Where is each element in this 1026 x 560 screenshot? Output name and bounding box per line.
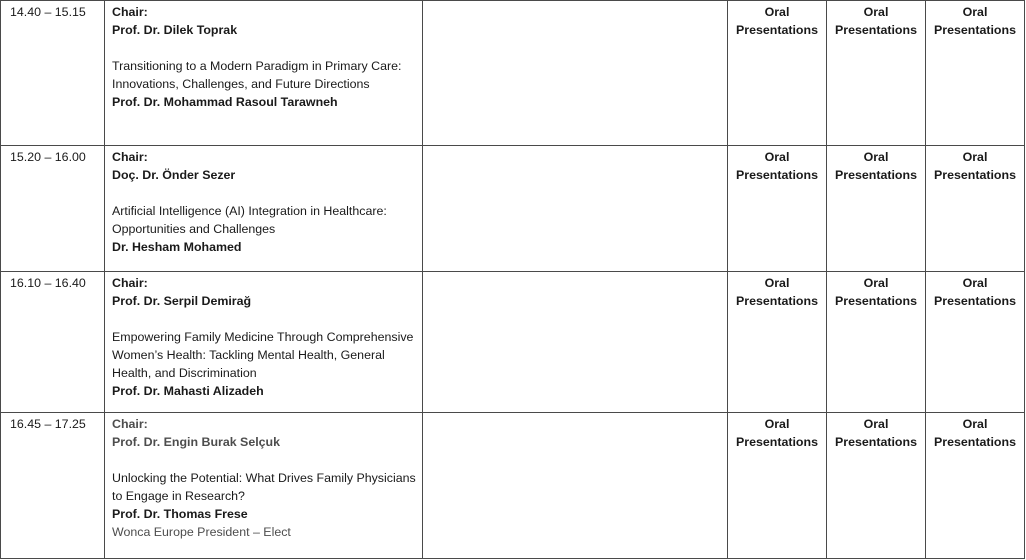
program-cell (105, 146, 423, 272)
oral-label: Oral Presentations (835, 276, 917, 308)
oral-label: Oral Presentations (736, 5, 818, 37)
program-cell (105, 272, 423, 413)
session-time: 15.20 – 16.00 (10, 150, 86, 164)
time-cell (1, 146, 105, 272)
speaker-name: Dr. Hesham Mohamed (112, 240, 242, 254)
speaker-role: Wonca Europe President – Elect (112, 525, 291, 539)
spacer (112, 310, 416, 328)
chair-label: Chair: (112, 5, 148, 19)
oral-label: Oral Presentations (835, 150, 917, 182)
speaker-name: Prof. Dr. Thomas Frese (112, 507, 248, 521)
talk-title: Transitioning to a Modern Paradigm in Primary Care: Innovations, Challenges, and Future Directions (112, 59, 402, 91)
oral-presentations-cell (827, 146, 926, 272)
spacer (112, 39, 416, 57)
speaker-name: Prof. Dr. Mahasti Alizadeh (112, 384, 264, 398)
oral-label: Oral Presentations (736, 276, 818, 308)
chair-label: Chair: (112, 150, 148, 164)
oral-presentations-cell (926, 413, 1025, 559)
oral-presentations-cell (827, 272, 926, 413)
oral-label: Oral Presentations (934, 417, 1016, 449)
oral-presentations-cell (728, 272, 827, 413)
chair-label: Chair: (112, 276, 148, 290)
oral-label: Oral Presentations (934, 150, 1016, 182)
spacer (112, 451, 416, 469)
time-cell (1, 272, 105, 413)
oral-presentations-cell (926, 272, 1025, 413)
oral-label: Oral Presentations (736, 150, 818, 182)
talk-title: Empowering Family Medicine Through Comprehensive Women’s Health: Tackling Mental Health, General Health, and Discrimination (112, 330, 414, 380)
oral-presentations-cell (827, 413, 926, 559)
empty-cell (423, 272, 728, 413)
session-time: 16.10 – 16.40 (10, 276, 86, 290)
chair-name: Doç. Dr. Önder Sezer (112, 168, 236, 182)
oral-presentations-cell (926, 1, 1025, 146)
chair-name: Prof. Dr. Serpil Demirağ (112, 294, 252, 308)
session-time: 16.45 – 17.25 (10, 417, 86, 431)
oral-label: Oral Presentations (934, 5, 1016, 37)
session-time: 14.40 – 15.15 (10, 5, 86, 19)
oral-label: Oral Presentations (736, 417, 818, 449)
empty-cell (423, 146, 728, 272)
oral-presentations-cell (728, 146, 827, 272)
oral-presentations-cell (728, 413, 827, 559)
oral-label: Oral Presentations (934, 276, 1016, 308)
chair-name: Prof. Dr. Engin Burak Selçuk (112, 435, 281, 449)
session-row (1, 146, 1025, 272)
oral-label: Oral Presentations (835, 417, 917, 449)
empty-cell (423, 413, 728, 559)
program-cell (105, 413, 423, 559)
oral-presentations-cell (926, 146, 1025, 272)
speaker-name: Prof. Dr. Mohammad Rasoul Tarawneh (112, 95, 338, 109)
talk-title: Unlocking the Potential: What Drives Family Physicians to Engage in Research? (112, 471, 416, 503)
chair-name: Prof. Dr. Dilek Toprak (112, 23, 238, 37)
chair-label: Chair: (112, 417, 148, 431)
talk-title: Artificial Intelligence (AI) Integration in Healthcare: Opportunities and Challenges (112, 204, 387, 236)
session-row (1, 413, 1025, 559)
empty-cell (423, 1, 728, 146)
session-row (1, 1, 1025, 146)
oral-presentations-cell (827, 1, 926, 146)
time-cell (1, 1, 105, 146)
oral-presentations-cell (728, 1, 827, 146)
oral-label: Oral Presentations (835, 5, 917, 37)
time-cell (1, 413, 105, 559)
session-row (1, 272, 1025, 413)
program-cell (105, 1, 423, 146)
spacer (112, 184, 416, 202)
